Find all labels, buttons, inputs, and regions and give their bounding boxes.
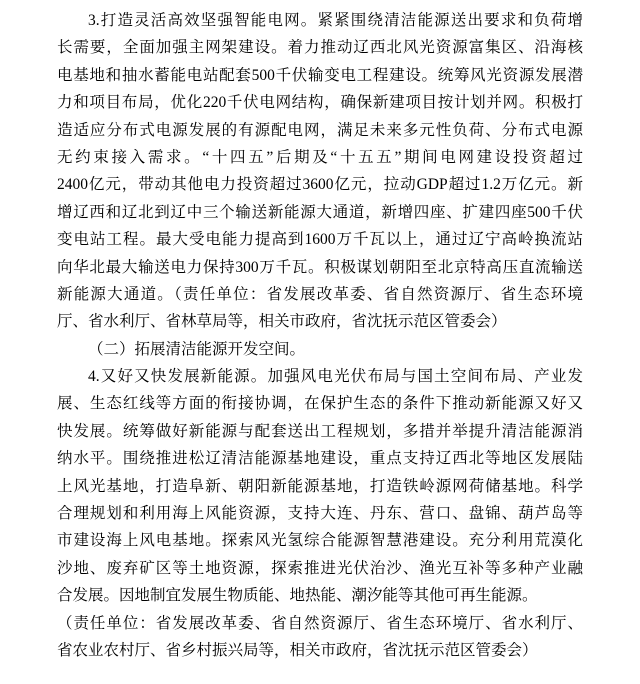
paragraph-responsible-units bbox=[57, 610, 583, 665]
text-line: 展、生态红线等方面的衔接协调，在保护生态的条件下推动新能源又好又 bbox=[57, 395, 583, 413]
text-line: 市建设海上风电基地。探索风光氢综合能源智慧港建设。充分利用荒漠化 bbox=[57, 532, 583, 550]
text-line: 造适应分布式电源发展的有源配电网，满足未来多元性负荷、分布式电源 bbox=[57, 121, 583, 139]
text-line: 电基地和抽水蓄能电站配套500千伏输变电工程建设。统筹风光资源发展潜 bbox=[57, 66, 583, 84]
text-line: 快发展。统筹做好新能源与配套送出工程规划，多措并举提升清洁能源消 bbox=[57, 422, 583, 440]
text-line: 沙地、废弃矿区等土地资源，探索推进光伏治沙、渔光互补等多种产业融 bbox=[57, 559, 583, 577]
text-line: 向华北最大输送电力保持300万千瓦。积极谋划朝阳至北京特高压直流输送 bbox=[57, 258, 583, 276]
text-line: 4.又好又快发展新能源。加强风电光伏布局与国土空间布局、产业发 bbox=[88, 368, 583, 386]
section-heading-line: （二）拓展清洁能源开发空间。 bbox=[88, 340, 306, 358]
paragraph-new-energy bbox=[57, 363, 583, 610]
text-line: 合理规划和利用海上风能资源，支持大连、丹东、营口、盘锦、葫芦岛等 bbox=[57, 505, 583, 523]
text-line: 增辽西和辽北到辽中三个输送新能源大通道，新增四座、扩建四座500千伏 bbox=[57, 203, 583, 221]
text-line: 2400亿元，带动其他电力投资超过3600亿元，拉动GDP超过1.2万亿元。新 bbox=[57, 176, 583, 194]
paragraph-smart-grid bbox=[57, 7, 583, 336]
text-line: 纳水平。围绕推进松辽清洁能源基地建设，重点支持辽西北等地区发展陆 bbox=[57, 450, 583, 468]
text-line: 上风光基地，打造阜新、朝阳新能源基地，打造铁岭源网荷储基地。科学 bbox=[57, 477, 583, 495]
text-line: （责任单位：省发展改革委、省自然资源厅、省生态环境厅、省水利厅、 bbox=[57, 614, 583, 632]
text-line: 省农业农村厅、省乡村振兴局等，相关市政府，省沈抚示范区管委会） bbox=[57, 641, 538, 659]
text-line: 新能源大通道。（责任单位：省发展改革委、省自然资源厅、省生态环境 bbox=[57, 285, 583, 303]
text-line: 长需要，全面加强主网架建设。着力推动辽西北风光资源富集区、沿海核 bbox=[57, 39, 583, 57]
text-line: 3.打造灵活高效坚强智能电网。紧紧围绕清洁能源送出要求和负荷增 bbox=[88, 12, 583, 29]
text-line: 无约束接入需求。“十四五”后期及“十五五”期间电网建设投资超过 bbox=[57, 148, 583, 166]
text-line: 厅、省水利厅、省林草局等，相关市政府，省沈抚示范区管委会） bbox=[57, 313, 507, 331]
text-line: 合发展。因地制宜发展生物质能、地热能、潮汐能等其他可再生能源。 bbox=[57, 587, 538, 605]
text-line: 力和项目布局，优化220千伏电网结构，确保新建项目按计划并网。积极打 bbox=[57, 94, 583, 112]
paragraph-section-heading bbox=[57, 336, 583, 363]
text-line: 变电站工程。最大受电能力提高到1600万千瓦以上，通过辽宁高岭换流站 bbox=[57, 231, 583, 249]
